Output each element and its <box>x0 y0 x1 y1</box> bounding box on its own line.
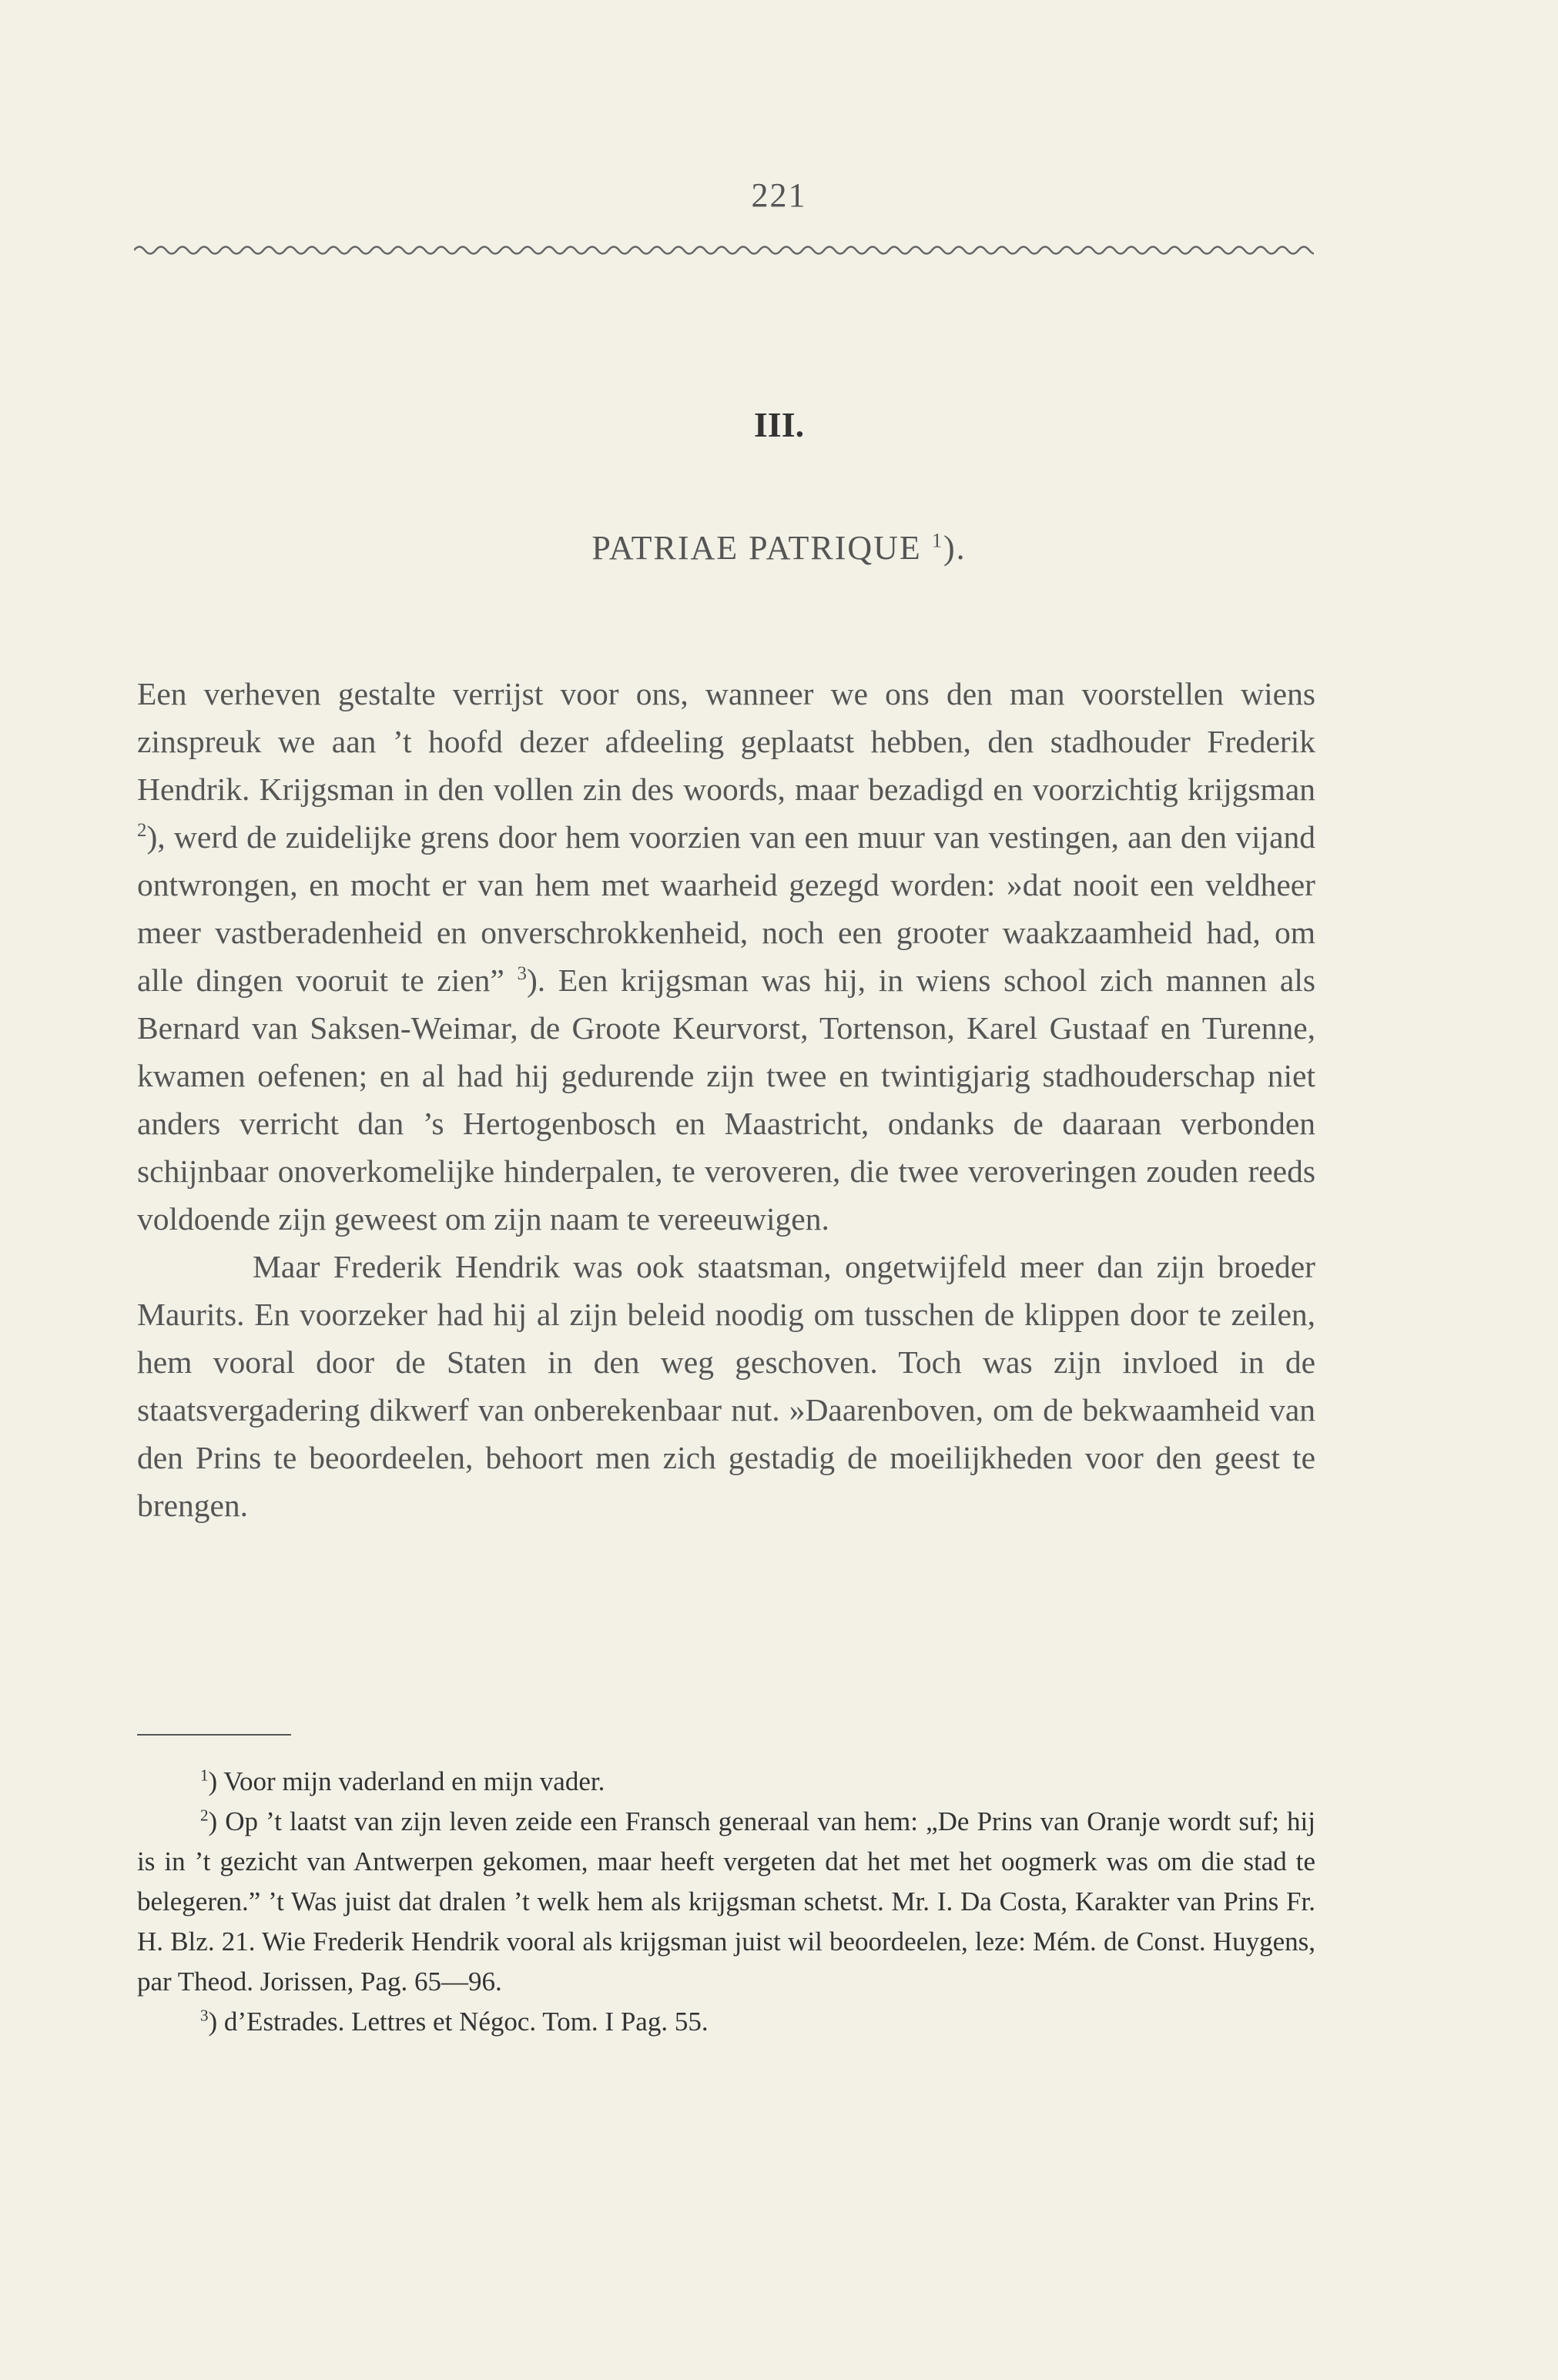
paragraph-1-part-2: ), werd de zuidelijke grens door hem voorzien van een muur van vestingen, aan den vijand ontwrongen, en mocht er van hem met waarheid gezegd worden: »dat nooit een veldheer meer vastberadenheid en onverschrokkenheid, noch een grooter waakzaamheid had, om alle dingen vooruit te zien” <box>137 819 1315 998</box>
footnote-ref-2: 2 <box>137 820 147 842</box>
footnote-1-mark: 1 <box>200 1766 209 1785</box>
chapter-number: III. <box>753 405 805 444</box>
paragraph-1-part-1: Een verheven gestalte verrijst voor ons, wanneer we ons den man voorstellen wiens zinspreuk we aan ’t hoofd dezer afdeeling geplaatst hebben, den stadhouder Frederik Hendrik. Krijgsman in den vollen zin des woords, maar bezadigd en voorzichtig krijgsman <box>137 676 1315 807</box>
body-text <box>137 670 1315 1529</box>
footnote-1 <box>137 1762 1315 1802</box>
footnote-2 <box>137 1802 1315 2002</box>
footnote-1-text: ) Voor mijn vaderland en mijn vader. <box>208 1766 605 1796</box>
footnote-separator <box>137 1734 291 1736</box>
wavy-header-rule <box>134 239 1314 262</box>
chapter-title: PATRIAE PATRIQUE $^1$). <box>591 528 967 567</box>
footnote-ref-3: 3 <box>517 963 527 985</box>
chapter-title-text: PATRIAE PATRIQUE <box>591 529 922 567</box>
footnote-2-text: ) Op ’t laatst van zijn leven zeide een Fransch generaal van hem: „De Prins van Oranje wordt suf; hij is in ’t gezicht van Antwerpen gekomen, maar heeft vergeten dat het met het oogmerk was om die stad te belegeren.” ’t Was juist dat dralen ’t welk hem als krijgsman schetst. Mr. I. Da Costa, Karakter van Prins Fr. H. Blz. 21. Wie Frederik Hendrik vooral als krijgsman juist wil beoordeelen, leze: Mém. de Const. Huygens, par Theod. Jorissen, Pag. 65—96. <box>137 1806 1315 1997</box>
paragraph-2 <box>137 1243 1315 1529</box>
footnote-3 <box>137 2002 1315 2042</box>
footnote-ref-1: 1 <box>931 528 944 552</box>
footnotes <box>137 1762 1315 2042</box>
page-number: 221 <box>751 176 807 214</box>
footnote-3-text: ) d’Estrades. Lettres et Négoc. Tom. I Pag. 55. <box>208 2007 709 2037</box>
paragraph-2-text: Maar Frederik Hendrik was ook staatsman, ongetwijfeld meer dan zijn broeder Maurits. En voorzeker had hij al zijn beleid noodig om tusschen de klippen door te zeilen, hem vooral door de Staten in den weg geschoven. Toch was zijn invloed in de staatsvergadering dikwerf van onberekenbaar nut. »Daarenboven, om de bekwaamheid van den Prins te beoordeelen, behoort men zich gestadig de moeilijkheden voor den geest te brengen. <box>137 1249 1315 1523</box>
footnote-3-mark: 3 <box>200 2006 209 2025</box>
paragraph-1-part-3: ). Een krijgsman was hij, in wiens school zich mannen als Bernard van Saksen-Weimar, de Groote Keurvorst, Tortenson, Karel Gustaaf en Turenne, kwamen oefenen; en al had hij gedurende zijn twee en twintigjarig stadhouderschap niet anders verricht dan ’s Hertogenbosch en Maastricht, ondanks de daaraan verbonden schijnbaar onoverkomelijke hinderpalen, te veroveren, die twee veroveringen zouden reeds voldoende zijn geweest om zijn naam te vereeuwigen. <box>137 962 1316 1237</box>
footnote-2-mark: 2 <box>200 1806 209 1825</box>
paragraph-1 <box>137 670 1315 1243</box>
